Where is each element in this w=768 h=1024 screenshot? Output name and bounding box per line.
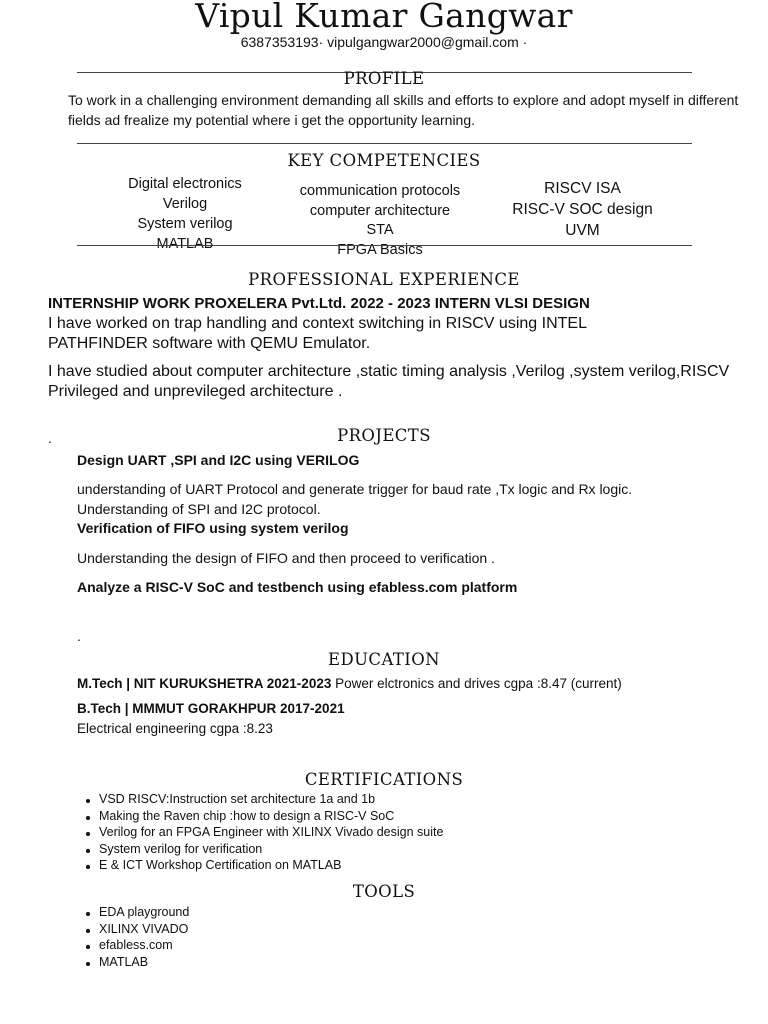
competency-item: Verilog xyxy=(162,196,208,212)
tools-heading: TOOLS xyxy=(352,882,416,901)
certification-item: System verilog for verification xyxy=(77,841,697,858)
stray-dot: . xyxy=(48,430,52,446)
competency-item: Digital electronics xyxy=(128,176,242,192)
certifications-list xyxy=(77,791,697,874)
project-description-1 xyxy=(77,479,747,519)
project-title-1: Design UART ,SPI and I2C using VERILOG xyxy=(77,452,360,468)
competency-item: RISCV ISA xyxy=(544,180,621,197)
project-title-3: Analyze a RISC-V SoC and testbench using efabless.com platform xyxy=(77,579,518,595)
contact-line: 6387353193· vipulgangwar2000@gmail.com · xyxy=(240,34,528,50)
degree-institution: M.Tech | NIT KURUKSHETRA 2021-2023 xyxy=(77,676,332,691)
certification-item: Verilog for an FPGA Engineer with XILINX Vivado design suite xyxy=(77,824,697,841)
stray-dot: . xyxy=(77,628,81,644)
certifications-heading: CERTIFICATIONS xyxy=(304,770,464,789)
competencies-column-1 xyxy=(100,174,270,254)
competency-item: RISC-V SOC design xyxy=(512,201,653,218)
competencies-column-3 xyxy=(490,178,675,241)
experience-paragraph-1: I have worked on trap handling and context switching in RISCV using INTEL PATHFINDER software with QEMU Emulator. xyxy=(48,315,587,352)
project-description-2: Understanding the design of FIFO and then proceed to verification . xyxy=(77,550,495,566)
degree-details: Power elctronics and drives cgpa :8.47 (current) xyxy=(331,676,622,691)
certification-item: E & ICT Workshop Certification on MATLAB xyxy=(77,857,697,874)
projects-heading: PROJECTS xyxy=(337,426,431,445)
competency-item: communication protocols xyxy=(299,183,461,199)
tool-item: efabless.com xyxy=(77,937,477,954)
certification-item: VSD RISCV:Instruction set architecture 1a and 1b xyxy=(77,791,697,808)
resume-name: Vipul Kumar Gangwar xyxy=(195,0,573,35)
project-title-2: Verification of FIFO using system verilog xyxy=(77,520,349,536)
competency-item: computer architecture xyxy=(309,202,451,219)
competencies-column-2 xyxy=(280,182,480,260)
competency-item: STA xyxy=(366,222,394,238)
divider xyxy=(77,245,692,246)
tools-list xyxy=(77,904,477,970)
competency-item: FPGA Basics xyxy=(337,241,423,258)
competency-item: MATLAB xyxy=(156,236,214,252)
profile-heading: PROFILE xyxy=(343,69,425,88)
competencies-heading: KEY COMPETENCIES xyxy=(287,151,481,170)
experience-heading: PROFESSIONAL EXPERIENCE xyxy=(248,270,520,289)
tool-item: XILINX VIVADO xyxy=(77,921,477,938)
education-entry-2-title: B.Tech | MMMUT GORAKHPUR 2017-2021 xyxy=(77,701,345,716)
tool-item: MATLAB xyxy=(77,954,477,971)
education-entry-1 xyxy=(77,674,747,694)
competency-item: UVM xyxy=(565,222,600,239)
education-heading: EDUCATION xyxy=(328,650,440,669)
certification-item: Making the Raven chip :how to design a RISC-V SoC xyxy=(77,808,697,825)
project-description-line: Understanding of SPI and I2C protocol. xyxy=(77,501,321,517)
experience-title: INTERNSHIP WORK PROXELERA Pvt.Ltd. 2022 - 2023 INTERN VLSI DESIGN xyxy=(48,295,590,312)
profile-text: To work in a challenging environment demanding all skills and efforts to explore and adopt myself in different fields ad frealize my potential where i get the opportunity learning. xyxy=(68,92,739,128)
education-entry-2-details: Electrical engineering cgpa :8.23 xyxy=(77,721,273,736)
tool-item: EDA playground xyxy=(77,904,477,921)
project-description-line: understanding of UART Protocol and generate trigger for baud rate ,Tx logic and Rx logic. xyxy=(77,481,633,497)
experience-paragraph-2: I have studied about computer architecture ,static timing analysis ,Verilog ,system verilog,RISCV Privileged and unprevileged architecture . xyxy=(48,363,730,400)
competency-item: System verilog xyxy=(137,216,233,232)
divider xyxy=(77,143,692,144)
